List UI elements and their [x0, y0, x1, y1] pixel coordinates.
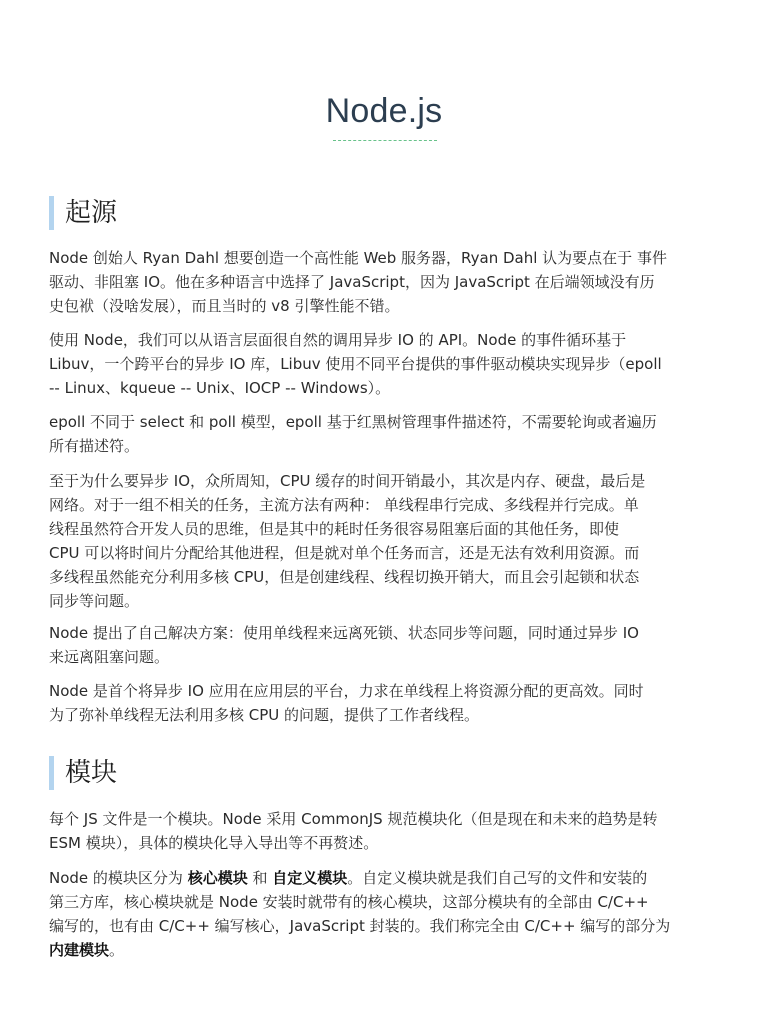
- text-line: 史包袱（没啥发展），而且当时的 v8 引擎性能不错。: [49, 297, 400, 315]
- paragraph: [49, 410, 721, 458]
- paragraph: [49, 679, 721, 727]
- text-line: 每个 JS 文件是一个模块。Node 采用 CommonJS 规范模块化（但是现在和未来的趋势是转: [49, 810, 658, 828]
- text-line: -- Linux、kqueue -- Unix、IOCP -- Windows）。: [49, 379, 391, 397]
- bold-term-custom-module: 自定义模块: [272, 869, 348, 887]
- bold-term-core-module: 核心模块: [187, 869, 248, 887]
- text-run: Node 的模块区分为: [49, 869, 188, 887]
- paragraph: [49, 621, 721, 669]
- paragraph: [49, 807, 721, 855]
- text-line: 为了弥补单线程无法利用多核 CPU 的问题，提供了工作者线程。: [49, 706, 480, 724]
- page-title: Node.js: [325, 92, 443, 130]
- paragraph: [49, 328, 721, 400]
- text-line: 来远离阻塞问题。: [49, 648, 170, 666]
- paragraph: [49, 469, 721, 613]
- text-line: [49, 938, 721, 962]
- text-line: 同步等问题。: [49, 592, 140, 610]
- section-heading-modules: 模块: [49, 756, 117, 790]
- paragraph: [49, 246, 721, 318]
- text-run: 。自定义模块就是我们自己写的文件和安装的: [347, 869, 648, 887]
- bold-term-builtin-module: 内建模块: [49, 941, 110, 959]
- text-line: 第三方库，核心模块就是 Node 安装时就带有的核心模块，这部分模块有的全部由 C/C++: [49, 893, 649, 911]
- title-underline: [333, 140, 437, 141]
- text-line: 所有描述符。: [49, 437, 140, 455]
- text-line: 使用 Node，我们可以从语言层面很自然的调用异步 IO 的 API。Node 的事件循环基于: [49, 331, 627, 349]
- text-line: epoll 不同于 select 和 poll 模型，epoll 基于红黑树管理事件描述符，不需要轮询或者遍历: [49, 413, 657, 431]
- text-line: ESM 模块），具体的模块化导入导出等不再赘述。: [49, 834, 379, 852]
- text-line: 至于为什么要异步 IO，众所周知，CPU 缓存的时间开销最小，其次是内存、硬盘，最后是: [49, 472, 646, 490]
- text-line: 网络。对于一组不相关的任务，主流方法有两种： 单线程串行完成、多线程并行完成。单: [49, 496, 639, 514]
- text-line: Libuv，一个跨平台的异步 IO 库，Libuv 使用不同平台提供的事件驱动模块实现异步（epoll: [49, 355, 662, 373]
- text-line: 驱动、非阻塞 IO。他在多种语言中选择了 JavaScript，因为 JavaScript 在后端领域没有历: [49, 273, 655, 291]
- text-line: Node 是首个将异步 IO 应用在应用层的平台，力求在单线程上将资源分配的更高效。同时: [49, 682, 644, 700]
- text-line: Node 提出了自己解决方案：使用单线程来远离死锁、状态同步等问题，同时通过异步 IO: [49, 624, 639, 642]
- text-line: 编写的，也有由 C/C++ 编写核心，JavaScript 封装的。我们称完全由 C/C++ 编写的部分为: [49, 917, 671, 935]
- text-run: 。: [109, 941, 125, 959]
- paragraph: [49, 866, 721, 962]
- text-line: 多线程虽然能充分利用多核 CPU，但是创建线程、线程切换开销大，而且会引起锁和状态: [49, 568, 640, 586]
- text-line: 线程虽然符合开发人员的思维，但是其中的耗时任务很容易阻塞后面的其他任务，即使: [49, 520, 620, 538]
- text-line: CPU 可以将时间片分配给其他进程，但是就对单个任务而言，还是无法有效利用资源。而: [49, 544, 640, 562]
- section-heading-origin: 起源: [49, 196, 117, 230]
- text-line: Node 创始人 Ryan Dahl 想要创造一个高性能 Web 服务器，Ryan Dahl 认为要点在于 事件: [49, 249, 667, 267]
- text-run: 和: [247, 869, 273, 887]
- text-line: [49, 866, 721, 890]
